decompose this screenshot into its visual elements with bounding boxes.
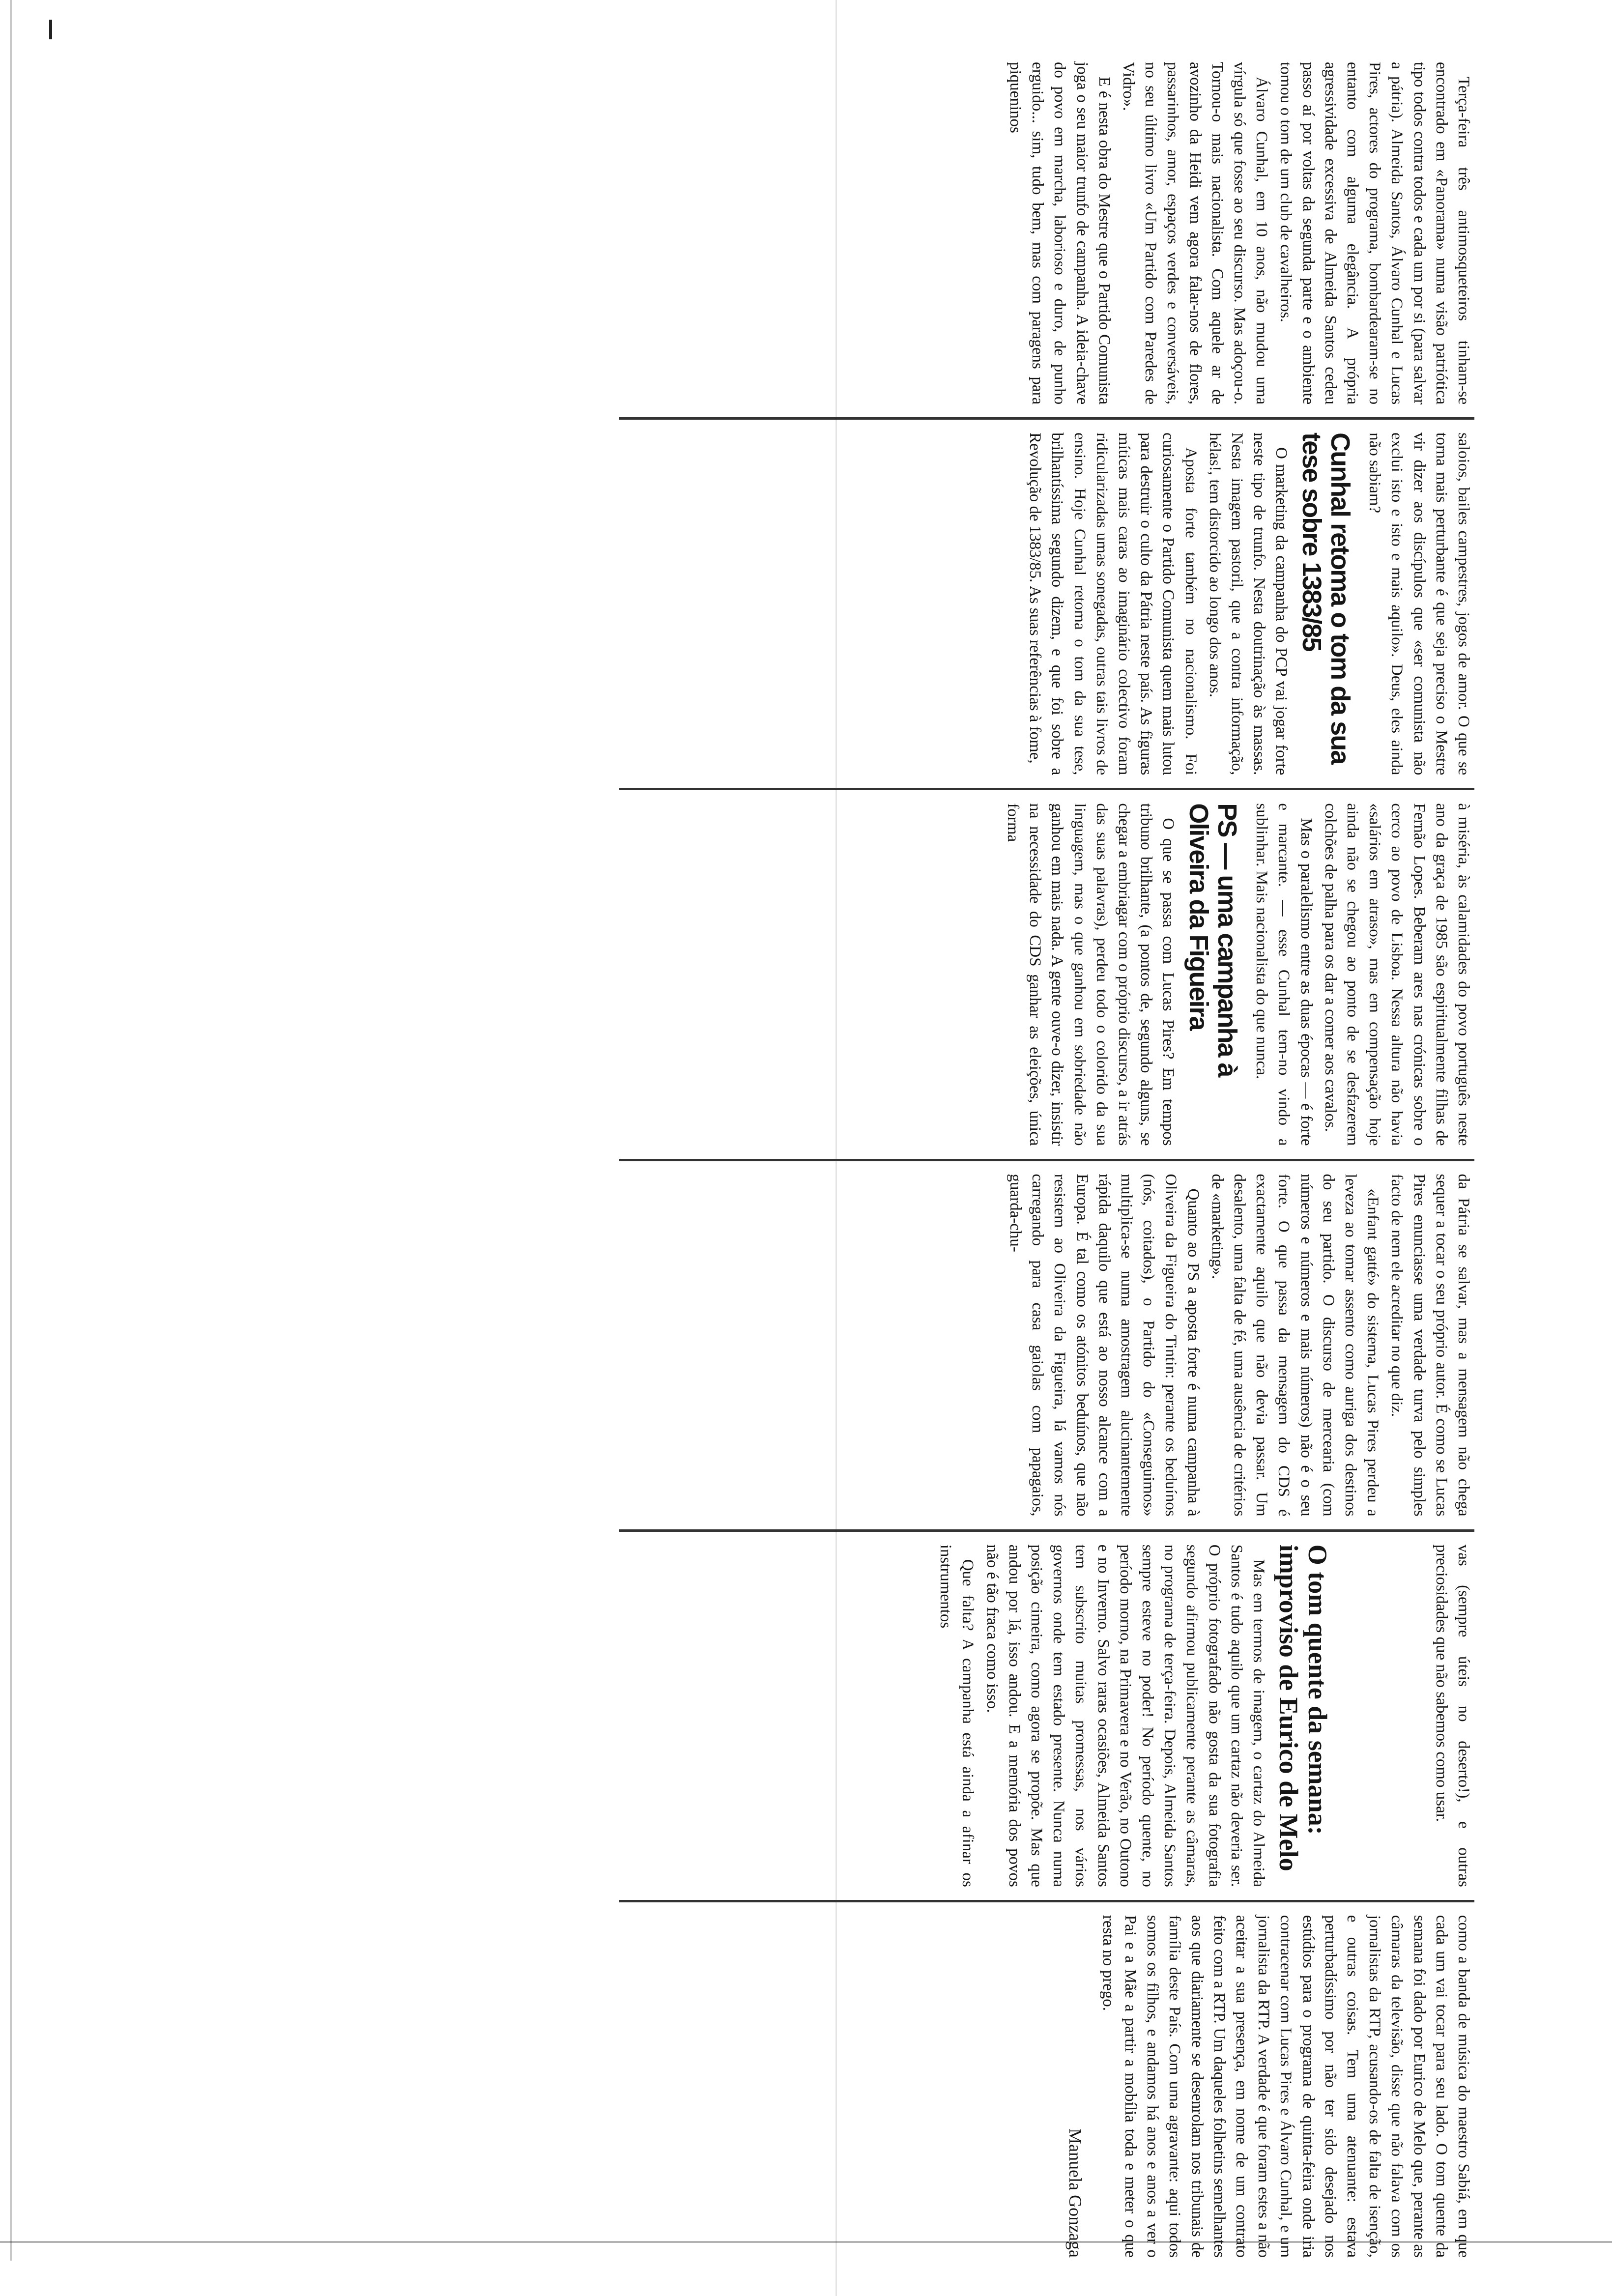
subheading: PS — uma campanha à Oliveira da Figueira: [1183, 803, 1242, 1077]
paragraph: à miséria, às calamidades do povo português neste ano da graça de 1985 são espiritualmente filhas de Fernão Lopes. Beberam ares nas crónicas sobre o cerco ao povo de Lisboa. Nessa altura não havia «salários em atraso», mas em compensação hoje ainda não se chegou ao ponto de se desfazerem colchões de palha para os dar a comer aos cavalos.: [1321, 803, 1472, 1146]
paragraph: Mas o paralelismo entre as duas épocas — é forte e marcante. — esse Cunhal tem-no vindo a sublinhar. Mais nacionalista do que nunca.: [1253, 803, 1315, 1146]
paragraph: Aposta forte também no nacionalismo. Foi curiosamente o Partido Comunista quem mais lutou para destruir o culto da Pátria neste país. As figuras míticas mais caras ao imaginário colectivo foram ridicularizadas umas sonegadas, outras tais livros de ensino. Hoje Cunhal retoma o tom da sua tese, brilhantíssima segundo dizem, e que foi sobre a Revolução de 1383/85. As suas referências à fome,: [1026, 432, 1200, 775]
paragraph: E é nesta obra do Mestre que o Partido Comunista joga o seu maior trunfo de campanha. A ideia-chave do povo em marcha, laborioso e duro, de punho erguido... sim, tudo bem, mas com paragens para piqueninos: [1006, 62, 1113, 405]
paragraph: Que falta? A campanha está ainda a afinar os instrumentos: [937, 1544, 977, 1887]
paragraph: Álvaro Cunhal, em 10 anos, não mudou uma vírgula só que fosse ao seu discurso. Mas adoçou-o. Tornou-o mais nacionalista. Com aquele ar de avozinho da Heidi vem agora falar-nos de flores, passarinhos, amor, espaços verdes e conversáveis, no seu último livro «Um Partido com Paredes de Vidro».: [1119, 62, 1271, 405]
article-column-4: [619, 1159, 1474, 1529]
paragraph: Terça-feira três antimosqueteiros tinham-se encontrado em «Panorama» numa visão patriótica tipo todos contra todos e cada um por si (para salvar a pátria). Almeida Santos, Álvaro Cunhal e Lucas Pires, actores do programa, bombardearam-se no entanto com alguma elegância. A própria agressividade excessiva de Almeida Santos cedeu passo aí por voltas da segunda parte e o ambiente tomou o tom de um club de cavalheiros.: [1277, 62, 1472, 405]
article-columns: [619, 49, 1474, 2270]
scan-artifact: [49, 20, 52, 39]
subheading: O tom quente da semana: improviso de Eurico de Melo: [1274, 1544, 1332, 1871]
paragraph: Quanto ao PS a aposta forte é numa campanha à Oliveira da Figueira do Tintin: perante os beduínos (nós, coitados), o Partido do «Conseguimos» multiplica-se numa amostragem alucinantemente rápida daquilo que está ao nosso alcance com a Europa. É tal como os atónitos beduínos, que não resistem ao Oliveira da Figueira, lá vamos nós carregando para casa gaiolas com papagaios, guarda-chu-: [1006, 1174, 1202, 1517]
article-column-3: [619, 788, 1474, 1158]
paragraph: saloios, bailes campestres, jogos de amor. O que se torna mais perturbante é que seja preciso o Mestre vir dizer aos discípulos que «ser comunista não exclui isto e isto e mais aquilo». Deus, eles ainda não sabiam?: [1366, 432, 1472, 775]
paragraph: O marketing da campanha do PCP vai jogar forte neste tipo de trunfo. Nesta doutrinação às massas. Nesta imagem pastoril, que a contra informação, hélas!, tem distorcido ao longo dos anos.: [1206, 432, 1291, 775]
paragraph: Mas em termos de imagem, o cartaz do Almeida Santos é tudo aquilo que um cartaz não deveria ser. O próprio fotografado não gosta da sua fotografia segundo afirmou publicamente perante as câmaras, no programa de terça-feira. Depois, Almeida Santos sempre esteve no poder! No período quente, no período morno, na Primavera e no Verão, no Outono e no Inverno. Salvo raras ocasiões, Almeida Santos tem subscrito muitas promessas, nos vários governos onde tem estado presente. Nunca numa posição cimeira, como agora se propõe. Mas que andou por lá, isso andou. E a memória dos povos não é tão fraca como isso.: [983, 1544, 1267, 1887]
paragraph: da Pátria se salvar, mas a mensagem não chega sequer a tocar o seu próprio autor. É como se Lucas Pires enunciasse uma verdade turva pelo simples facto de nem ele acreditar no que diz.: [1388, 1174, 1472, 1517]
scan-artifact: [10, 0, 12, 2261]
paragraph: «Enfant gatté» do sistema, Lucas Pires perdeu a leveza ao tomar assento como auriga dos destinos do seu partido. O discurso de mercearia (com números e números e mais números) não é o seu forte. O que passa da mensagem do CDS é exactamente aquilo que não devia passar. Um desalento, uma falta de fé, uma ausência de critérios de «marketing».: [1208, 1174, 1382, 1517]
article-column-1: [619, 49, 1474, 417]
paragraph: vas (sempre úteis no deserto!), e outras preciosidades que não sabemos como usar.: [1432, 1544, 1472, 1887]
paragraph: O que se passa com Lucas Pires? Em tempos tribuno brilhante, (a pontos de, segundo alguns, se chegar a embriagar com o próprio discurso, a ir atrás das suas palavras), perdeu todo o colorido da sua linguagem, mas o que ganhou em sobriedade não ganhou em mais nada. A gente ouve-o dizer, insistir na necessidade do CDS ganhar as eleições, única forma: [1004, 803, 1178, 1146]
article-column-2: [619, 417, 1474, 788]
paragraph: como a banda de música do maestro Sabiá, em que cada um vai tocar para seu lado. O tom quente da semana foi dado por Eurico de Melo que, perante as câmaras da televisão, disse que não falava com os jornalistas da RTP, acusando-os de falta de isenção, e outras coisas. Tem uma atenuante: estava perturbadíssimo por não ter sido desejado nos estúdios para o programa de quinta-feira onde iria contracenar com Lucas Pires e Álvaro Cunhal, e um jornalista da RTP. A verdade é que foram estes a não aceitar a sua presença, em nome de um contrato feito com a RTP. Um daqueles folhetins semelhantes aos que diariamente se desenrolam nos tribunais de família deste País. Com uma agravante: aqui todos somos os filhos, e andamos há anos e anos a ver o Pai e a Mãe a partir a mobília toda e meter o que resta no prego.: [1099, 1915, 1472, 2258]
article-column-5: [619, 1529, 1474, 1900]
rotated-newspaper-page: [619, 49, 1474, 2270]
article-column-6: [619, 1900, 1474, 2270]
subheading: Cunhal retoma o tom da sua tese sobre 1383/85: [1296, 432, 1355, 764]
author-signature: Manuela Gonzaga: [1065, 2128, 1085, 2258]
